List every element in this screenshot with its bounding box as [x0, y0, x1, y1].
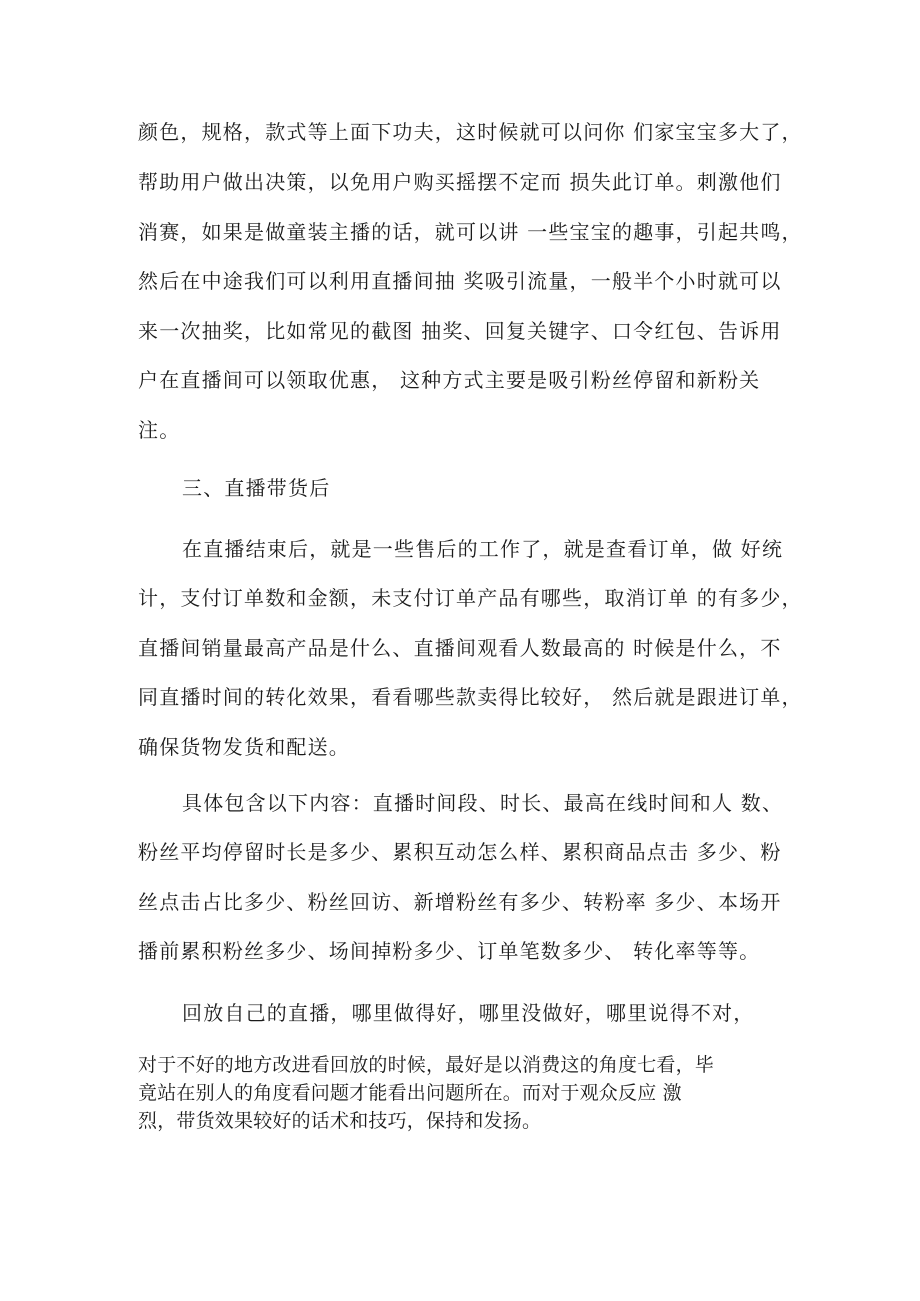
text-line: 帮助用户做出决策，以免用户购买摇摆不定而 损失此订单。刺激他们	[138, 170, 782, 194]
text-line: 对于不好的地方改进看回放的时候，最好是以消费这的角度七看，毕	[138, 1054, 715, 1076]
text-line: 计，支付订单数和金额，未支付订单产品有哪些，取消订单 的有多少，	[138, 586, 803, 610]
section-heading: 三、直播带货后	[182, 476, 331, 500]
text-line: 来一次抽奖，比如常见的截图 抽奖、回复关键字、口令红包、告诉用	[138, 319, 782, 343]
text-line: 具体包含以下内容：直播时间段、时长、最高在线时间和人 数、	[182, 791, 784, 815]
text-line: 回放自己的直播，哪里做得好，哪里没做好，哪里说得不对，	[182, 1001, 755, 1025]
text-line: 丝点击占比多少、粉丝回访、新增粉丝有多少、转粉率 多少、本场开	[138, 890, 782, 914]
text-line: 注。	[138, 418, 181, 442]
text-line: 播前累积粉丝多少、场间掉粉多少、订单笔数多少、 转化率等等。	[138, 939, 761, 963]
text-line: 颜色，规格，款式等上面下功夫，这时候就可以问你 们家宝宝多大了，	[138, 120, 803, 144]
text-line: 烈，带货效果较好的话术和技巧，保持和发扬。	[138, 1110, 542, 1132]
text-line: 然后在中途我们可以利用直播间抽 奖吸引流量，一般半个小时就可以	[138, 269, 782, 293]
text-line: 直播间销量最高产品是什么、直播间观看人数最高的 时候是什么，不	[138, 636, 782, 660]
text-line: 确保货物发货和配送。	[138, 735, 350, 759]
text-line: 消赛，如果是做童装主播的话，就可以讲 一些宝宝的趣事，引起共鸣，	[138, 220, 803, 244]
text-line: 户在直播间可以领取优惠， 这种方式主要是吸引粉丝停留和新粉关	[138, 368, 761, 392]
text-line: 竟站在别人的角度看问题才能看出问题所在。而对于观众反应 激	[138, 1082, 682, 1104]
text-line: 同直播时间的转化效果，看看哪些款卖得比较好， 然后就是跟进订单，	[138, 685, 803, 709]
text-line: 在直播结束后，就是一些售后的工作了，就是查看订单，做 好统	[182, 537, 784, 561]
text-line: 粉丝平均停留时长是多少、累积互动怎么样、累积商品点击 多少、粉	[138, 840, 782, 864]
